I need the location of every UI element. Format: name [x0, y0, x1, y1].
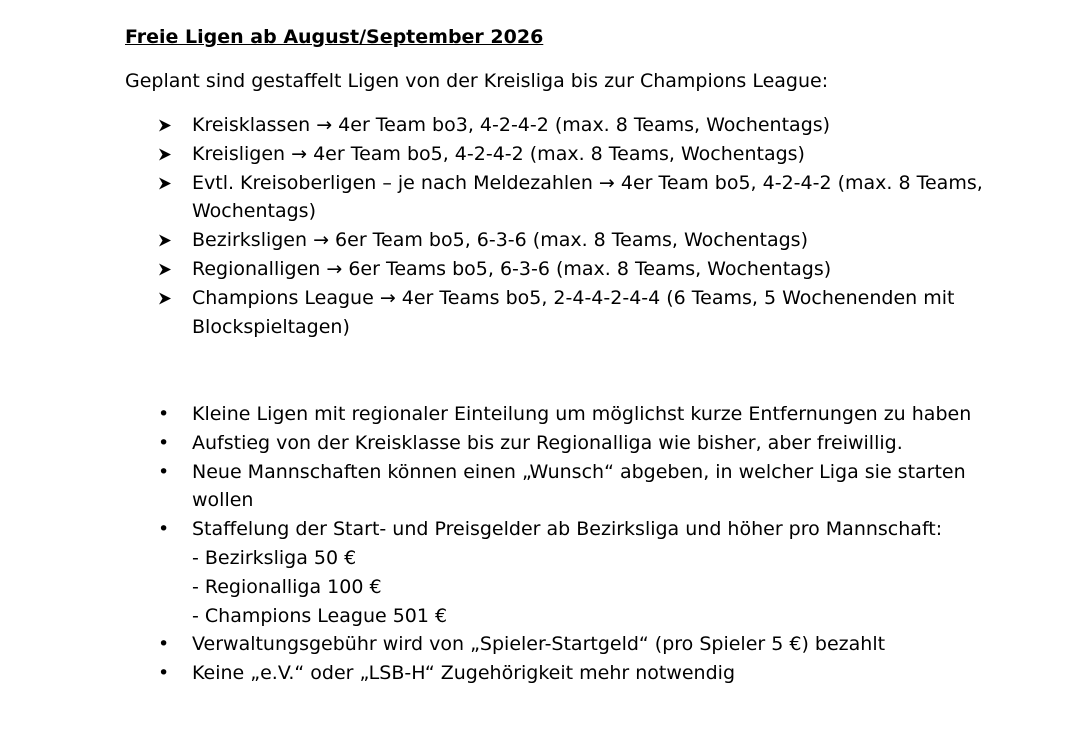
intro-paragraph: Geplant sind gestaffelt Ligen von der Kreisliga bis zur Champions League: [125, 70, 829, 92]
info-item-text: Neue Mannschaften können einen „Wunsch“ abgeben, in welcher Liga sie starten wollen [192, 460, 966, 512]
round-bullet-icon: • [158, 403, 170, 425]
league-item-text: Kreisklassen → 4er Team bo3, 4-2-4-2 (max. 8 Teams, Wochentags) [192, 114, 831, 136]
info-item [125, 429, 985, 458]
league-item [125, 169, 985, 227]
info-item [125, 659, 985, 688]
arrowhead-bullet-icon [158, 169, 178, 190]
arrowhead-bullet-icon [158, 255, 178, 276]
info-item [125, 400, 985, 429]
arrowhead-bullet-icon [158, 111, 178, 132]
info-item-text: Verwaltungsgebühr wird von „Spieler-Startgeld“ (pro Spieler 5 €) bezahlt [192, 633, 886, 656]
prize-line-bezirksliga: - Bezirksliga 50 € [192, 546, 357, 569]
info-item-text: Staffelung der Start- und Preisgelder ab Bezirksliga und höher pro Mannschaft: [192, 518, 943, 541]
league-item-text: Kreisligen → 4er Team bo5, 4-2-4-2 (max. 8 Teams, Wochentags) [192, 142, 805, 165]
league-item [125, 111, 985, 140]
league-item [125, 140, 985, 169]
league-item [125, 255, 985, 284]
round-bullet-icon: • [158, 431, 170, 454]
league-item-text: Regionalligen → 6er Teams bo5, 6-3-6 (max. 8 Teams, Wochentags) [192, 257, 832, 280]
prize-line-regionalliga: - Regionalliga 100 € [192, 575, 382, 598]
info-item [125, 515, 985, 630]
arrowhead-bullet-icon [158, 226, 178, 247]
round-bullet-icon: • [158, 633, 170, 656]
info-item-text: Keine „e.V.“ oder „LSB-H“ Zugehörigkeit mehr notwendig [192, 662, 736, 685]
document-title: Freie Ligen ab August/September 2026 [125, 26, 544, 48]
info-item-text: Aufstieg von der Kreisklasse bis zur Regionalliga wie bisher, aber freiwillig. [192, 431, 903, 454]
league-item [125, 284, 985, 342]
round-bullet-icon: • [158, 662, 170, 685]
info-item [125, 458, 985, 516]
prize-line-champions-league: - Champions League 501 € [192, 604, 448, 627]
league-item-text: Champions League → 4er Teams bo5, 2-4-4-2-4-4 (6 Teams, 5 Wochenenden mit Blockspieltagen) [192, 286, 955, 338]
league-item-text: Evtl. Kreisoberligen – je nach Meldezahlen → 4er Team bo5, 4-2-4-2 (max. 8 Teams, Wochentags) [192, 171, 983, 223]
info-item-text: Kleine Ligen mit regionaler Einteilung um möglichst kurze Entfernungen zu haben [192, 403, 972, 425]
round-bullet-icon: • [158, 460, 170, 483]
league-item-text: Bezirksligen → 6er Team bo5, 6-3-6 (max. 8 Teams, Wochentags) [192, 229, 808, 252]
league-list [125, 111, 985, 341]
info-list [125, 400, 985, 688]
league-item [125, 226, 985, 255]
arrowhead-bullet-icon [158, 284, 178, 305]
arrowhead-bullet-icon [158, 140, 178, 161]
info-item [125, 630, 985, 659]
round-bullet-icon: • [158, 518, 170, 541]
